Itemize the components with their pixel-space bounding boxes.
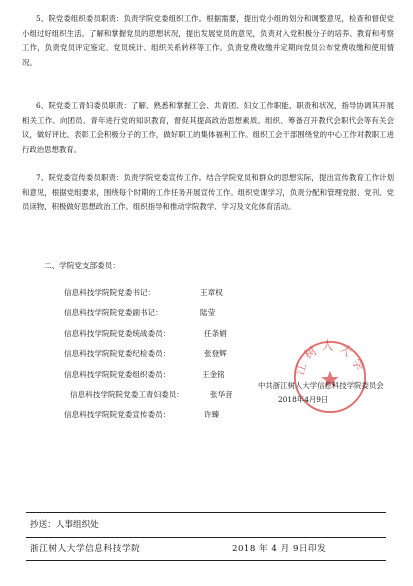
member-name: 陆莹 [200, 308, 216, 317]
member-position: 信息科技学院院党委宣传委员： [64, 410, 171, 419]
member-position: 信息科技学院院党委工青妇委员： [70, 390, 184, 399]
member-position: 信息科技学院院党委副书记： [64, 308, 163, 317]
member-name: 王金铭 [202, 370, 225, 379]
footer-rule-middle [26, 537, 386, 538]
footer-issue-date: 2018 年 4 月 9日印发 [232, 544, 327, 554]
signature-date: 2018年4月9日 [278, 395, 329, 404]
issuing-organization: 中共浙江树人大学信息科技学院委员会 [258, 381, 384, 390]
member-name: 许臻 [204, 410, 220, 419]
member-position: 信息科技学院院党委纪检委员： [64, 349, 171, 358]
cc-line: 抄送：人事组织处 [30, 520, 99, 530]
footer-organization: 浙江树人大学信息科技学院 [30, 544, 141, 554]
section-heading: 二、学院党支部委员： [44, 261, 120, 270]
member-position: 信息科技学院院党委组织委员： [64, 370, 171, 379]
member-position: 信息科技学院院党委书记： [64, 288, 156, 297]
member-name: 王章权 [200, 288, 223, 297]
member-position: 信息科技学院院党委统战委员： [64, 329, 171, 338]
member-name: 张华音 [210, 390, 233, 399]
duty-paragraph-publicity: 7、院党委宣传委员职责：负责学院党委宣传工作。结合学院党员和群众的思想实际，提出宣传教育工作计划和意见，根据党组要求，围绕每个时期的工作任务开展宣传工作。组织党课学习，负责分配和管理党报、党刊、党员读物，积极做好思想政治工作。组织指导和推动学院教学、学习及文化体育活动。 [22, 173, 394, 212]
member-name: 张登辉 [204, 349, 227, 358]
footer-rule-bottom [26, 560, 386, 561]
member-name: 任条娟 [204, 329, 227, 338]
duty-paragraph-union-youth-women: 6、院党委工青妇委员职责：了解、熟悉和掌握工会、共青团、妇女工作职能、职责和状况，指导协调其开展相关工作。向团员、青年进行党的知识教育，督促其提高政治思想素质。组织、筹备召开教代会职代会等有关会议，做好评比、表彰工会积极分子的工作，做好职工的集体福利工作。组织工会干部围绕党的中心工作对教职工进行政治思想教育。 [22, 101, 394, 154]
duty-paragraph-organization: 5、院党委组织委员职责：负责学院党委组织工作。根据需要，提出党小组的划分和调整意见，检查和督促党小组过好组织生活。了解和掌握党员的思想状况，提出发展党员的意见，负责对入党积极分子的培养、教育和考察工作，负责党员评定鉴定、党员统计、组织关系转移等工作。负责党费收缴并定期向党员公布党费收缴和使用情况。 [22, 14, 394, 67]
footer-rule-top [26, 512, 386, 513]
svg-text:江树人大学: 江树人大学 [292, 338, 368, 377]
